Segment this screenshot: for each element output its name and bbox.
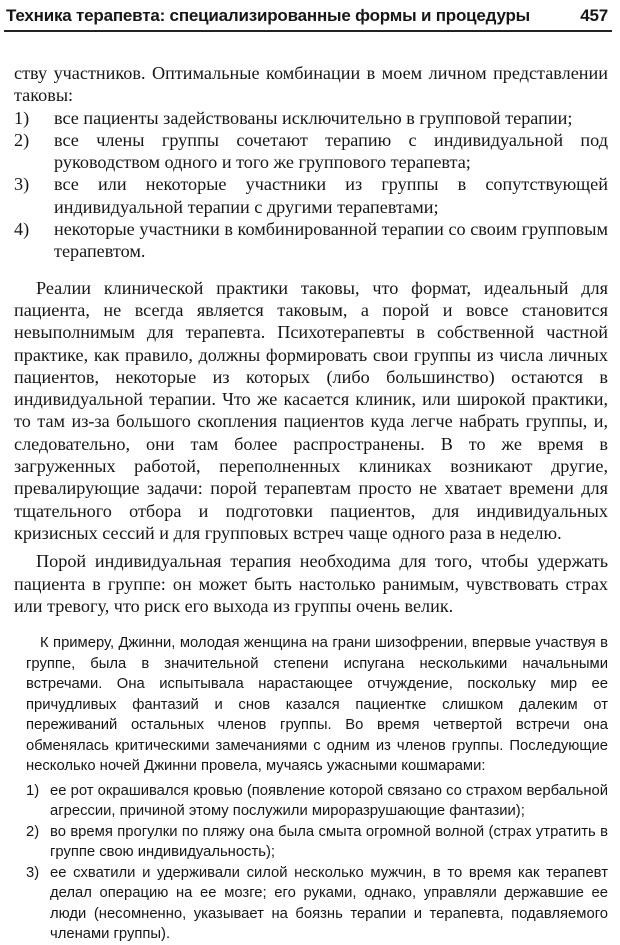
- header-rule: [4, 30, 612, 32]
- list-item-text: все члены группы сочетают терапию с индивидуальной под руководством одного и того же группового терапевта;: [54, 129, 608, 173]
- spacer: [14, 263, 608, 277]
- list-item: [14, 173, 608, 218]
- list-item-text: некоторые участники в комбинированной терапии со своим групповым терапевтом.: [54, 219, 608, 262]
- nightmares-list: [26, 781, 608, 945]
- list-item-number: 3): [14, 174, 30, 195]
- list-item: [26, 781, 608, 822]
- running-title: Техника терапевта: специализированные формы и процедуры: [6, 6, 530, 25]
- list-item-text: все пациенты задействованы исключительно в групповой терапии;: [54, 107, 573, 128]
- list-item-number: 3): [26, 864, 40, 881]
- individual-therapy-paragraph: Порой индивидуальная терапия необходима для того, чтобы удержать пациента в группе: он может быть настолько ранимым, чувствовать страх или тревогу, что риск его выхода из группы очень велик.: [14, 551, 608, 616]
- list-item-number: 2): [26, 823, 40, 840]
- list-item-number: 1): [14, 107, 30, 128]
- list-item: [14, 129, 608, 174]
- list-item-text: во время прогулки по пляжу она была смыта огромной волной (страх утратить в группе свою индивидуальность);: [50, 823, 608, 861]
- list-item: [14, 218, 608, 263]
- list-item-text: ее рот окрашивался кровью (появление которой связано со страхом вербальной агрессии, причиной этому послужили мироразрушающие фантазии);: [50, 782, 608, 820]
- page-body: [14, 62, 608, 945]
- list-item-number: 2): [14, 129, 30, 150]
- case-example-text: К примеру, Джинни, молодая женщина на грани шизофрении, впервые участвуя в группе, была в значительной степени испугана несколькими начальными встречами. Она испытывала нарастающее отчуждение, поскольку мир ее причудливых фантазий и снов казался пациентке слишком далеким от переживаний остальных членов группы. Во время четвертой встречи она обменялась критическими замечаниями с одним из членов группы. Последующие несколько ночей Джинни провела, мучаясь ужасными кошмарами:: [26, 635, 608, 775]
- list-item-number: 4): [14, 219, 30, 240]
- list-item-text: ее схватили и удерживали силой несколько мужчин, в то время как терапевт делал операцию на ее мозге; его руками, однако, управляли державшие ее люди (несомненно, указывает на боязнь терапии и терапевта, подавляемого членами группы).: [50, 864, 608, 943]
- list-item: [14, 107, 608, 129]
- page-number: 457: [580, 6, 608, 25]
- realities-paragraph: Реалии клинической практики таковы, что формат, идеальный для пациента, не всегда является таковым, а порой и вовсе становится невыполнимым для терапевта. Психотерапевты в собственной частной практике, как правило, должны формировать свои группы из числа личных пациентов, некоторые из которых (либо большинство) остаются в индивидуальной терапии. Что же касается клиник, или широкой практики, то там из-за большого скопления пациентов куда легче набрать группы, и, следовательно, они там более распространены. В то же время в загруженных работой, переполненных клиниках возникают другие, превалирующие задачи: порой терапевтам просто не хватает времени для тщательного отбора и подготовки пациентов, для индивидуальных кризисных сессий и для групповых встреч чаще одного раза в неделю.: [14, 277, 608, 543]
- list-item-text: все или некоторые участники из группы в сопутствующей индивидуальной терапии с другими терапевтами;: [54, 174, 608, 217]
- combinations-list: [14, 107, 608, 263]
- case-example: [26, 633, 608, 945]
- list-item-number: 1): [26, 782, 40, 799]
- list-item: [26, 822, 608, 863]
- page-header: [6, 0, 608, 26]
- intro-paragraph: ству участников. Оптимальные комбинации в моем личном представлении таковы:: [14, 63, 608, 106]
